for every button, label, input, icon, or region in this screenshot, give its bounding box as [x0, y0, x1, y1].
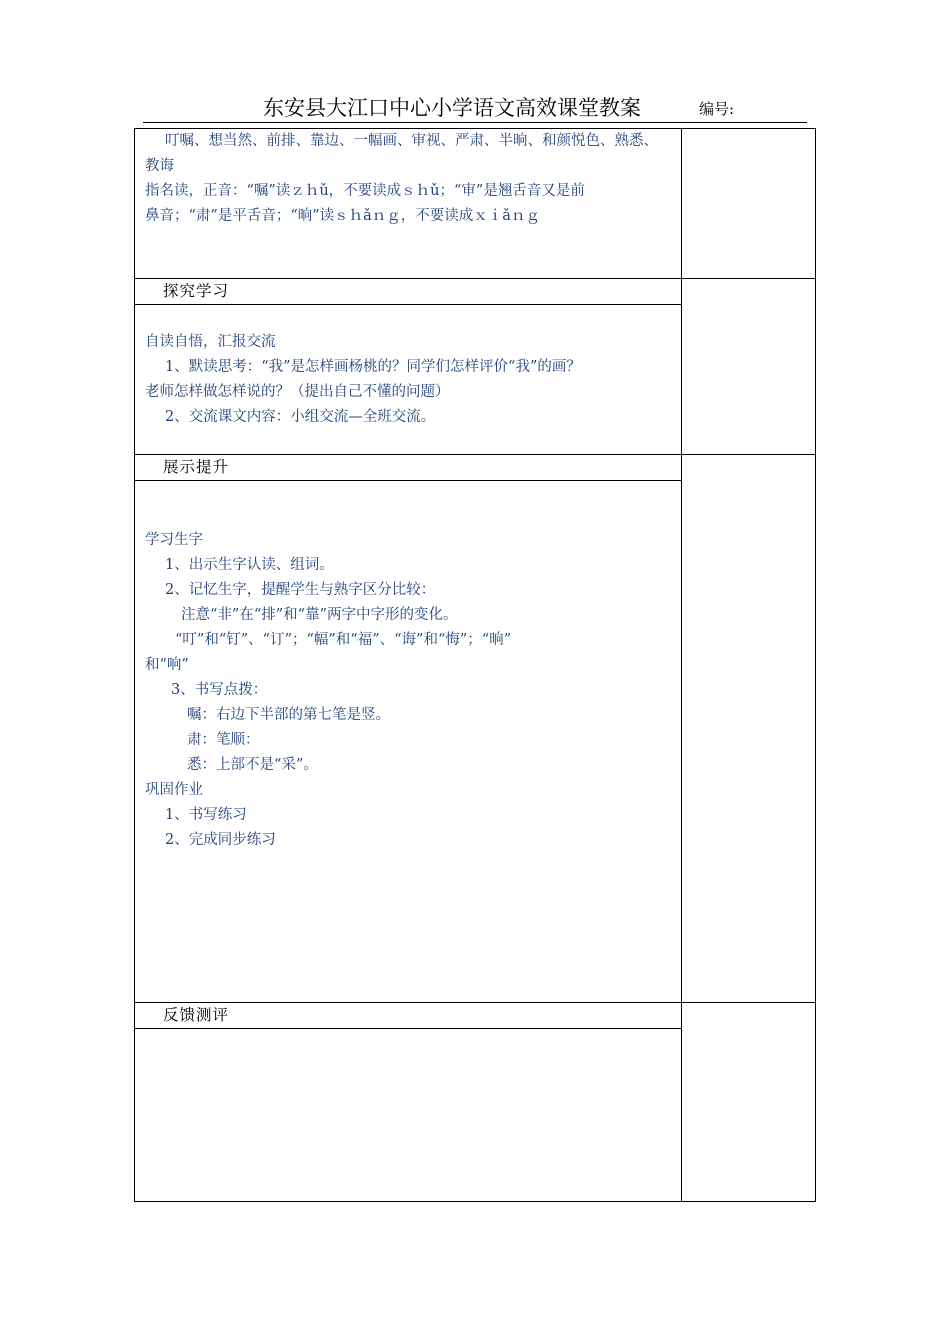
text-line: 2、记忆生字，提醒学生与熟字区分比较： — [165, 582, 436, 598]
text-line: 肃：笔顺： — [187, 732, 260, 748]
section-heading-cell — [134, 278, 682, 305]
notes-cell — [681, 278, 816, 455]
text-line: 自读自悟，汇报交流 — [145, 334, 276, 350]
section-heading-cell — [134, 454, 682, 481]
notes-cell — [681, 454, 816, 1003]
notes-cell — [681, 128, 816, 279]
text-line: 3、书写点拨： — [171, 682, 268, 698]
text-line: “叮”和“钉”、“订”；“幅”和“福”、“诲”和“悔”；“晌” — [175, 632, 512, 648]
explore-content — [145, 330, 673, 430]
vocabulary-cell — [134, 128, 682, 279]
vocabulary-content — [145, 129, 673, 229]
text-line: 1、出示生字认读、组词。 — [165, 557, 334, 573]
text-line: 指名读，正音：“嘱”读ｚｈǔ，不要读成ｓｈǔ；“审”是翘舌音又是前 — [145, 183, 585, 199]
text-line: 嘱：右边下半部的第七笔是竖。 — [187, 707, 390, 723]
document-title: 东安县大江口中心小学语文高效课堂教案 — [263, 96, 641, 120]
document-header — [143, 90, 807, 123]
text-line: 2、完成同步练习 — [165, 832, 276, 848]
text-line: 1、书写练习 — [165, 807, 247, 823]
presentation-content-cell — [134, 480, 682, 1003]
text-line: 1、默读思考：“我”是怎样画杨桃的？同学们怎样评价“我”的画？ — [165, 359, 581, 375]
text-line: 悉：上部不是“采”。 — [187, 757, 318, 773]
serial-number-label: 编号: — [699, 100, 735, 118]
section-heading-cell — [134, 1002, 682, 1029]
text-line: 叮嘱、想当然、前排、靠边、一幅画、审视、严肃、半晌、和颜悦色、熟悉、 — [165, 133, 658, 149]
text-line: 老师怎样做怎样说的？（提出自己不懂的问题） — [145, 384, 450, 400]
text-line: 教诲 — [145, 158, 174, 174]
text-line: 学习生字 — [145, 532, 203, 548]
text-line: 注意“非”在“排”和“靠”两字中字形的变化。 — [181, 607, 458, 623]
presentation-content — [145, 528, 673, 853]
text-line: 2、交流课文内容：小组交流—全班交流。 — [165, 409, 436, 425]
section-heading-presentation: 展示提升 — [163, 458, 230, 476]
text-line: 鼻音；“肃”是平舌音；“晌”读ｓｈǎｎｇ，不要读成ｘｉǎｎｇ — [145, 208, 540, 224]
notes-cell — [681, 1002, 816, 1202]
section-heading-explore: 探究学习 — [163, 282, 230, 300]
section-heading-feedback: 反馈测评 — [163, 1006, 230, 1024]
feedback-content-cell — [134, 1028, 682, 1202]
text-line: 和“响” — [145, 657, 189, 673]
text-line: 巩固作业 — [145, 782, 203, 798]
lesson-plan-table — [134, 128, 816, 1202]
explore-content-cell — [134, 304, 682, 455]
